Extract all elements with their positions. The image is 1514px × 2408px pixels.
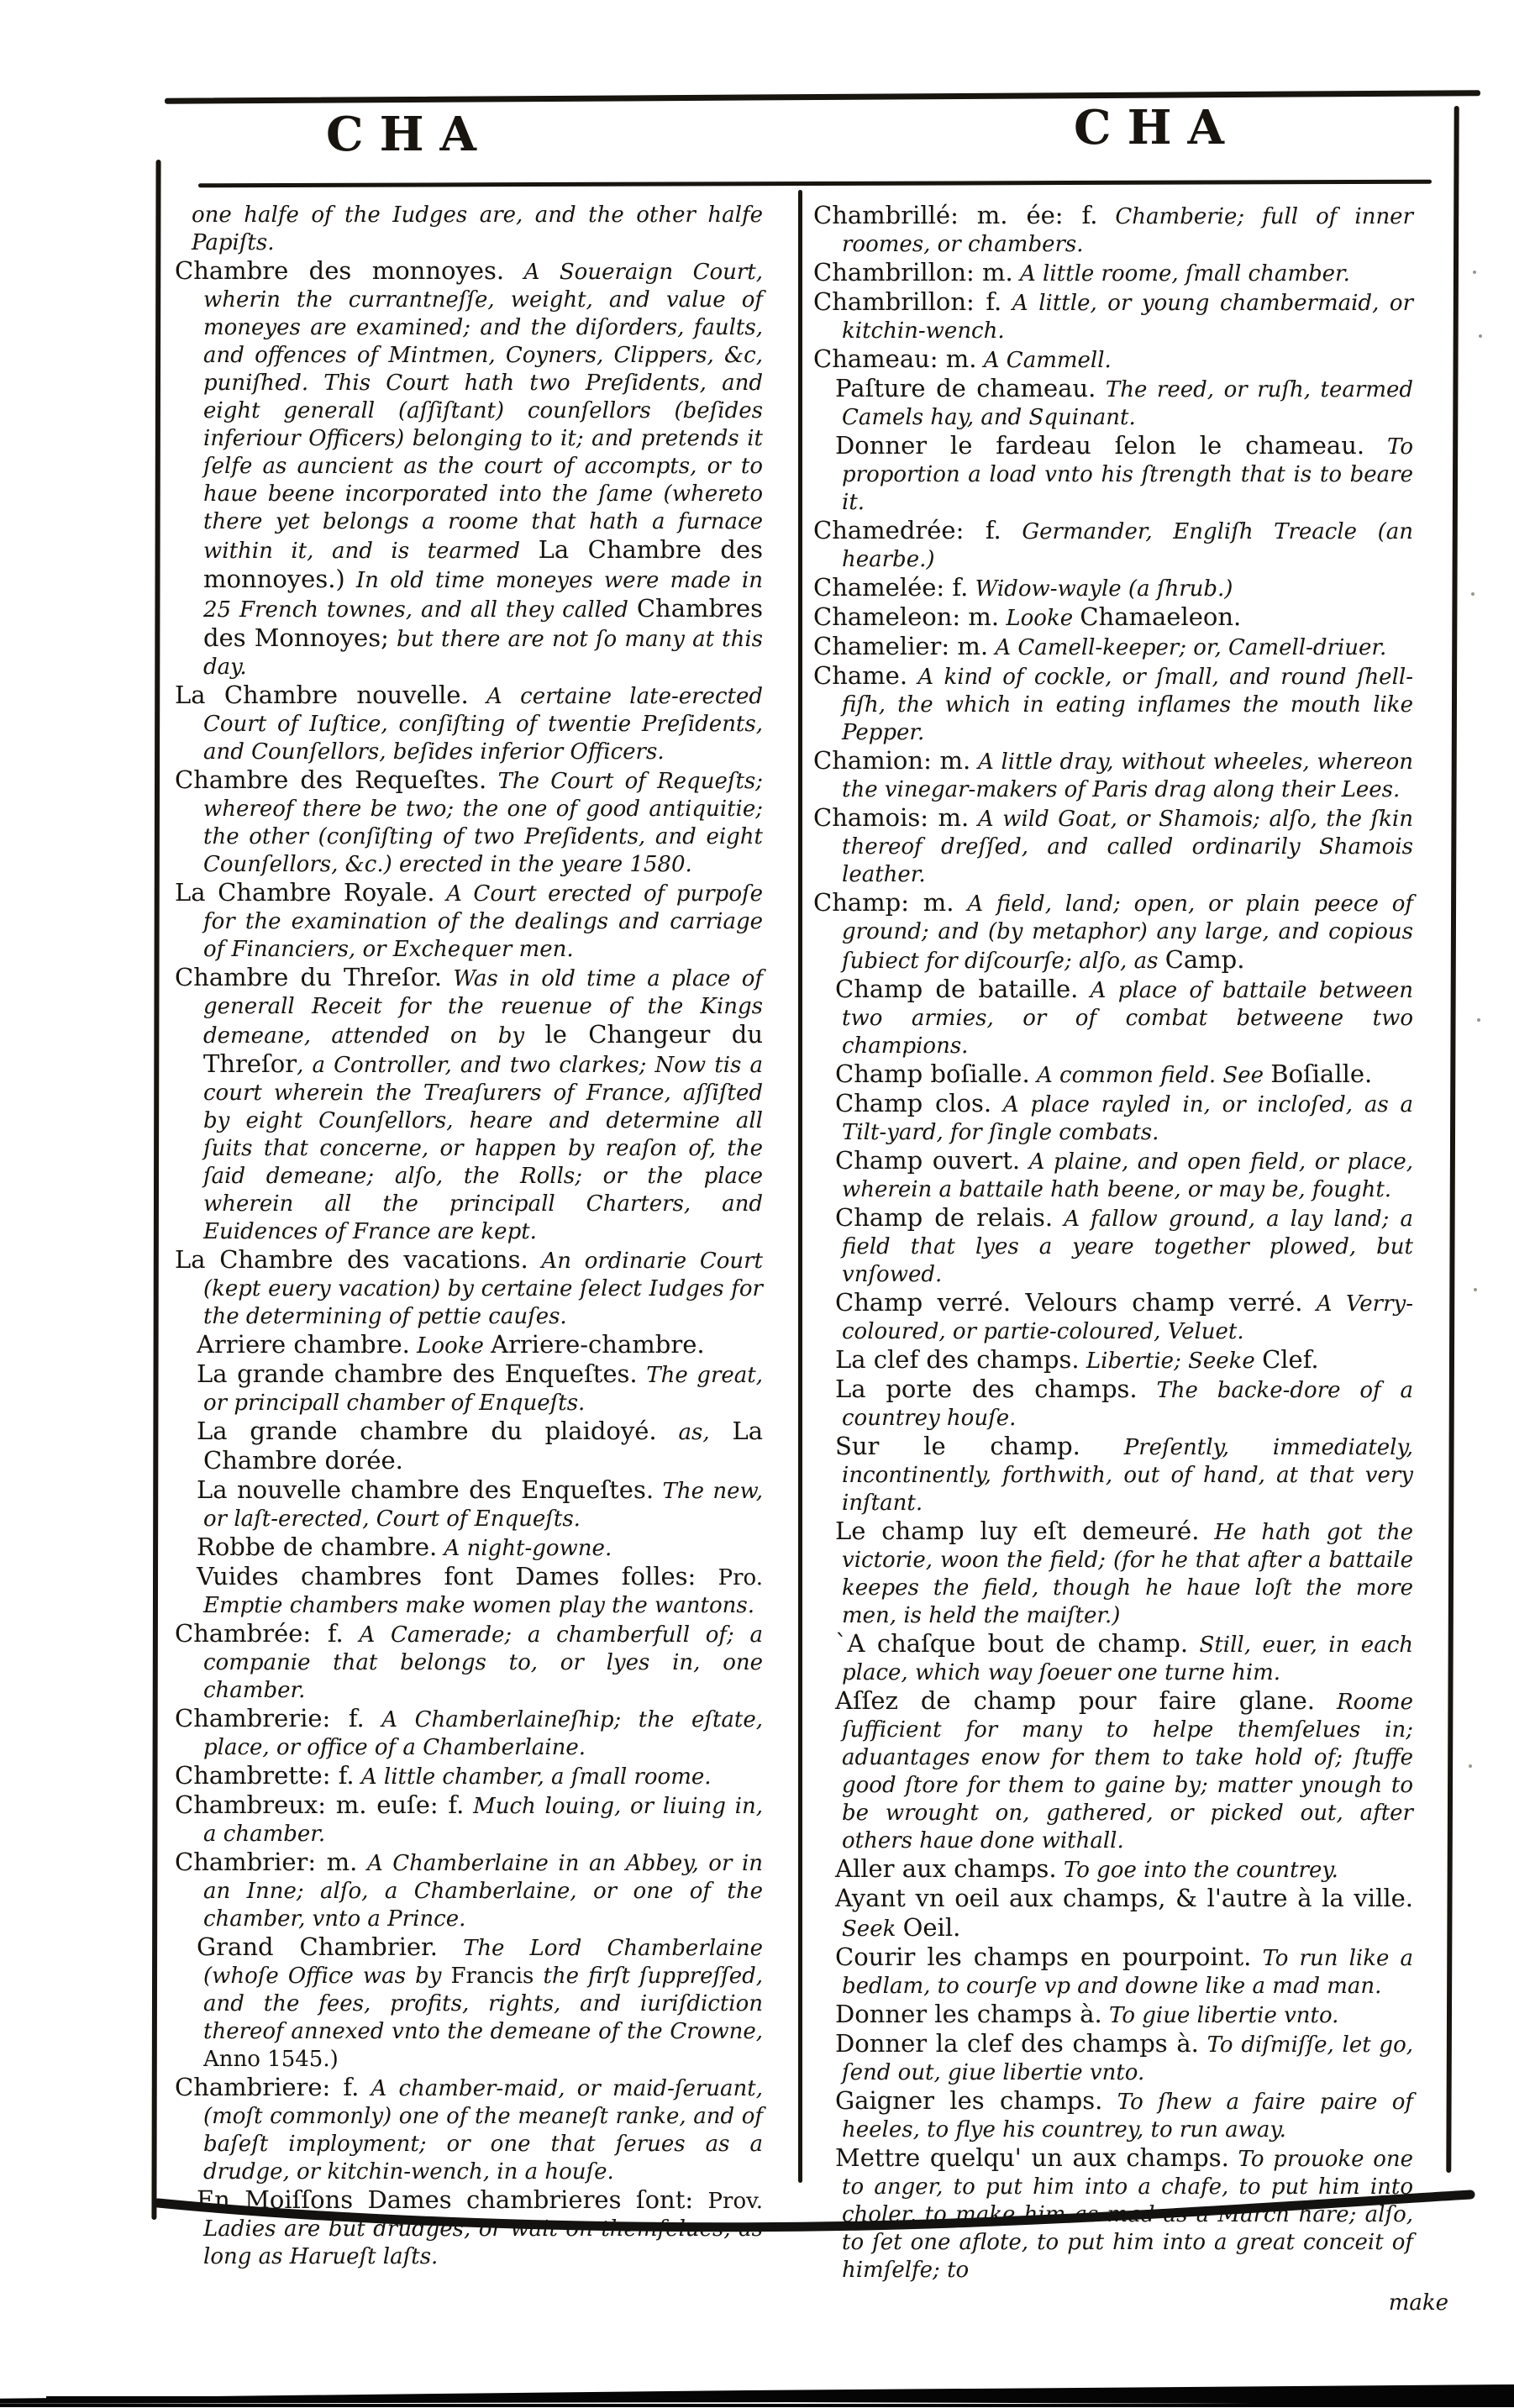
text-segment: Chamedrée: f.: [813, 516, 1001, 544]
dictionary-entry: [175, 1705, 763, 1762]
text-segment: La Chambre dorée.: [203, 1417, 764, 1475]
dictionary-entry: [813, 1346, 1413, 1375]
text-segment: Chambrette: f.: [175, 1761, 355, 1790]
text-segment: Sur le champ.: [835, 1432, 1080, 1460]
catchword: [813, 2290, 1448, 2317]
dictionary-entry: [175, 964, 763, 1246]
dictionary-entry: [175, 1331, 763, 1360]
paper-speck: [1479, 334, 1482, 338]
dictionary-entry: [813, 1855, 1413, 1885]
text-segment: The new, or laſt-erected, Court of Enqueſts.: [203, 1479, 763, 1532]
text-segment: A Verry-coloured, or partie-coloured, Veluet.: [842, 1291, 1414, 1344]
dictionary-entry: [175, 1791, 763, 1848]
text-segment: La Chambre nouvelle.: [175, 681, 469, 709]
text-segment: Francis: [450, 1964, 534, 1989]
text-segment: Aſſez de champ pour faire glane.: [835, 1686, 1315, 1715]
text-segment: Chambrillon: m.: [813, 258, 1013, 287]
text-segment: Chamberie; full of inner roomes, or chambers.: [842, 204, 1414, 257]
text-segment: Chambres des Monnoyes;: [203, 594, 763, 652]
dictionary-entry: [175, 879, 763, 964]
dictionary-entry: [813, 1147, 1413, 1204]
text-segment: En Moiſſons Dames chambrieres ſont:: [197, 2185, 708, 2214]
dictionary-entry: [813, 2001, 1413, 2030]
text-segment: La grande chambre du plaidoyé.: [197, 1417, 657, 1445]
text-segment: A chamber-maid, or maid-ſeruant, (moſt commonly) one of the meaneſt ranke, and of baſeſt imployment; or one that ſerues as a drudge, or kitchin-wench, in a houſe.: [203, 2076, 764, 2185]
text-segment: Oeil.: [902, 1913, 961, 1942]
paper-speck: [1469, 1764, 1472, 1768]
scan-artifact-smudge: [0, 2384, 1514, 2405]
text-segment: A little chamber, a ſmall roome.: [354, 1764, 712, 1790]
text-segment: A Camell-keeper; or, Camell-driuer.: [988, 635, 1387, 660]
text-segment: A Chamberlaineſhip; the eſtate, place, or office of a Chamberlaine.: [203, 1707, 764, 1760]
dictionary-entry: [813, 2087, 1413, 2144]
column-divider-rule: [798, 190, 802, 2183]
text-segment: Arriere chambre.: [197, 1330, 410, 1359]
text-segment: Prov.: [707, 2189, 763, 2214]
dictionary-entry: [813, 975, 1413, 1060]
text-segment: Le champ luy eſt demeuré.: [835, 1517, 1200, 1545]
text-segment: A little roome, ſmall chamber.: [1012, 261, 1350, 287]
text-segment: Chambrillé: m. ée: f.: [813, 201, 1098, 229]
text-segment: Chamion: m.: [813, 746, 971, 775]
text-segment: Donner le fardeau ſelon le chameau.: [835, 431, 1365, 460]
dictionary-entry: [813, 1204, 1413, 1289]
text-segment: The backe-dore of a countrey houſe.: [842, 1378, 1413, 1431]
dictionary-entry: [813, 1885, 1413, 1943]
dictionary-entry: [175, 1533, 763, 1563]
text-segment: Emptie chambers make women play the wantons.: [203, 1593, 754, 1618]
text-segment: Clef.: [1262, 1345, 1319, 1374]
text-segment: Boſialle.: [1270, 1059, 1373, 1088]
text-segment: He hath got the victorie, woon the field; (for he that after a battaile keepes the field, though he haue loſt the more men, is held the maiſter.): [842, 1520, 1413, 1628]
dictionary-entry: [175, 766, 763, 879]
dictionary-entry: [813, 1375, 1413, 1433]
text-segment: A plaine, and open field, or place, wherein a battaile hath beene, or may be, fought.: [842, 1149, 1414, 1202]
text-segment: A Court erected of purpoſe for the examination of the dealings and carriage of Financiers, or Exchequer men.: [203, 881, 763, 962]
text-segment: Donner la clef des champs à.: [835, 2029, 1199, 2058]
text-segment: To diſmiſſe, let go, ſend out, giue libertie vnto.: [842, 2032, 1413, 2085]
dictionary-entry: [175, 1620, 763, 1705]
text-segment: Chambreux: m. euſe: f.: [175, 1790, 465, 1819]
paper-speck: [1471, 592, 1475, 596]
text-segment: Gaigner les champs.: [835, 2086, 1103, 2115]
scan-artifact-line: [0, 2404, 1514, 2407]
text-segment: Chamaeleon.: [1080, 602, 1242, 631]
text-segment: Champ boſialle.: [835, 1059, 1030, 1088]
text-segment: The great, or principall chamber of Enqueſts.: [203, 1363, 763, 1416]
header-underline-rule: [198, 180, 1432, 188]
text-segment: A field, land; open, or plain peece of ground; and (by metaphor) any large, and copious ſubiect for diſcourſe; alſo, as: [842, 891, 1413, 974]
text-segment: , a Controller, and two clarkes; Now tis a court wherein the Treaſurers of France, aſſiſted by eight Counſellors, heare and determine all ſuits that concerne, or happen by reaſon of, the ſaid demeane; alſo, the Rolls; or the place wherein all the principall Charters, and Euidences of France are kept.: [203, 1053, 763, 1244]
dictionary-entry: [813, 1289, 1413, 1346]
text-segment: A night-gowne.: [437, 1536, 612, 1561]
text-segment: Was in old time a place of generall Receit for the reuenue of the Kings demeane, attended on by: [203, 966, 764, 1049]
text-segment: A wild Goat, or Shamois; alſo, the ſkin thereof dreſſed, and called ordinarily Shamois leather.: [842, 807, 1413, 887]
text-segment: A place rayled in, or incloſed, as a Tilt-yard, for ſingle combats.: [842, 1092, 1414, 1145]
dictionary-entry: [813, 345, 1413, 375]
text-segment: Champ de relais.: [835, 1203, 1054, 1232]
text-segment: Chameleon: m.: [813, 602, 1000, 631]
text-segment: A common field. See: [1029, 1063, 1271, 1088]
dictionary-entry: [813, 259, 1413, 288]
text-segment: Chamelée: f.: [813, 573, 969, 602]
text-segment: Roome ſufficient for many to helpe themſelues in; aduantages enow for them to take hold of; ſtuffe good ſtore for them to gaine by; matter ynough to be wrought on, gathered, or picked out, after others haue done withall.: [842, 1690, 1413, 1853]
text-segment: La nouvelle chambre des Enqueſtes.: [197, 1475, 654, 1504]
text-segment: A Camerade; a chamberfull of; a companie that belongs to, or lyes in, one chamber.: [203, 1622, 764, 1703]
dictionary-entry: [175, 202, 763, 257]
dictionary-entry: [175, 681, 763, 766]
dictionary-entry: [813, 633, 1413, 662]
text-segment: Seek: [842, 1916, 903, 1942]
dictionary-entry: [813, 1090, 1413, 1147]
text-segment: but there are not ſo many at this day.: [203, 627, 763, 680]
text-segment: To proportion a load vnto his ſtrength that is to beare it.: [842, 434, 1413, 515]
text-segment: A little dray, without wheeles, whereon the vinegar-makers of Paris drag along their Lees.: [842, 749, 1413, 802]
dictionary-entry: [813, 1060, 1413, 1090]
dictionary-entry: [813, 288, 1413, 345]
text-segment: Champ: m.: [813, 888, 954, 917]
text-segment: Libertie; Seeke: [1079, 1349, 1263, 1374]
dictionary-entry: [813, 1687, 1413, 1855]
dictionary-column-left: [175, 202, 763, 2271]
text-segment: Chamelier: m.: [813, 632, 989, 660]
text-segment: Robbe de chambre.: [197, 1533, 438, 1561]
dictionary-entry: [175, 2074, 763, 2186]
text-segment: Champ clos.: [835, 1089, 992, 1117]
text-segment: A fallow ground, a lay land; a field that lyes a yeare together plowed, but vnſowed.: [842, 1207, 1413, 1287]
text-segment: A Chamberlaine in an Abbey, or in an Inne; alſo, a Chamberlaine, or one of the chamber, vnto a Prince.: [203, 1851, 763, 1932]
text-segment: A Cammell.: [976, 348, 1112, 373]
text-segment: Chambrier: m.: [175, 1848, 358, 1876]
text-segment: Chambrillon: f.: [813, 287, 1002, 316]
text-segment: To goe into the countrey.: [1056, 1858, 1338, 1883]
text-segment: one halfe of the Iudges are, and the other halfe Papiſts.: [192, 202, 763, 255]
dictionary-entry: [813, 1433, 1413, 1517]
text-segment: Preſently, immediately, incontinently, forthwith, out of hand, at that very inſtant.: [842, 1435, 1413, 1516]
text-segment: Champ verré. Velours champ verré.: [835, 1288, 1303, 1317]
scan-artifact-line-short: [46, 2396, 466, 2400]
text-segment: A place of battaile between two armies, or of combat betweene two champions.: [842, 978, 1413, 1059]
text-segment: La Chambre Royale.: [175, 878, 435, 907]
dictionary-entry: [175, 257, 763, 681]
text-segment: La grande chambre des Enqueſtes.: [197, 1359, 638, 1388]
running-header-right: CHA: [1074, 100, 1240, 155]
dictionary-entry: [175, 1848, 763, 1933]
dictionary-entry: [813, 804, 1413, 889]
text-segment: Pro.: [718, 1565, 763, 1590]
dictionary-entry: [175, 1246, 763, 1331]
dictionary-entry: [813, 747, 1413, 804]
dictionary-entry: [813, 375, 1413, 432]
dictionary-entry: [813, 202, 1413, 259]
text-segment: Aller aux champs.: [835, 1854, 1057, 1883]
text-segment: Champ de bataille.: [835, 975, 1079, 1003]
dictionary-entry: [813, 1517, 1413, 1630]
text-segment: `A chaſque bout de champ.: [835, 1629, 1189, 1658]
text-segment: Widow-wayle (a ſhrub.): [968, 576, 1233, 602]
text-segment: Ayant vn oeil aux champs, & l'autre à la ville.: [835, 1884, 1413, 1912]
text-segment: La porte des champs.: [835, 1375, 1138, 1403]
text-segment: The Court of Requeſts; whereof there be two; the one of good antiquitie; the other (conſiſting of two Preſidents, and eight Counſellors, &c.) erected in the yeare 1580.: [203, 769, 763, 877]
text-segment: the firſt ſuppreſſed, and the fees, profits, rights, and iuriſdiction thereof annexed vnto the demeane of the Crowne,: [203, 1964, 764, 2044]
text-segment: Germander, Engliſh Treacle (an hearbe.): [842, 519, 1413, 572]
text-segment: In old time moneyes were made in 25 French townes, and all they called: [203, 568, 763, 623]
dictionary-entry: [813, 574, 1413, 603]
text-segment: Ladies are but drudges, or wait on themſelues, as long as Harueſt laſts.: [203, 2216, 763, 2269]
text-segment: Chambre des Requeſtes.: [175, 765, 487, 794]
text-segment: Much louing, or liuing in, a chamber.: [203, 1794, 764, 1847]
left-frame-border: [151, 160, 160, 2220]
text-segment: A little, or young chambermaid, or kitchin-wench.: [842, 291, 1413, 344]
paper-speck: [1477, 1018, 1480, 1022]
text-segment: Vuides chambres font Dames folles:: [197, 1562, 718, 1590]
dictionary-entry: [813, 662, 1413, 747]
text-segment: To prouoke one to anger, to put him into a chafe, to put him into choler, to make him as mad as a March hare; alſo, to ſet one aflote, to put him into a great conceit of himſelfe; to: [842, 2147, 1413, 2283]
dictionary-entry: [813, 603, 1413, 633]
dictionary-entry: [813, 432, 1413, 517]
text-segment: A kind of cockle, or ſmall, and round ſhell-fiſh, the which in eating inflames the mouth like Pepper.: [842, 665, 1413, 745]
text-segment: Arriere-chambre.: [491, 1330, 705, 1359]
text-segment: Chame.: [813, 661, 908, 690]
text-segment: Still, euer, in each place, which way ſoeuer one turne him.: [842, 1632, 1413, 1685]
text-segment: Donner les champs à.: [835, 2000, 1102, 2028]
text-segment: Chamois: m.: [813, 803, 970, 832]
text-segment: Chambre du Threſor.: [175, 963, 443, 991]
text-segment: as,: [656, 1420, 710, 1445]
text-segment: Chambrerie: f.: [175, 1704, 365, 1732]
text-segment: A certaine late-erected Court of Iuſtice, conſiſting of twentie Preſidents, and Counſellors, beſides inferior Officers.: [203, 684, 763, 765]
text-segment: Courir les champs en pourpoint.: [835, 1943, 1252, 1971]
text-segment: To run like a bedlam, to courſe vp and downe like a mad man.: [842, 1946, 1413, 1999]
dictionary-entry: [175, 1417, 763, 1476]
text-segment: Chambre des monnoyes.: [175, 256, 505, 285]
text-segment: Chambriere: f.: [175, 2073, 360, 2101]
dictionary-entry: [175, 1762, 763, 1791]
bottom-frame-rule: [155, 2185, 1483, 2243]
dictionary-entry: [175, 1360, 763, 1417]
text-segment: Camp.: [1164, 945, 1245, 974]
right-frame-border: [1446, 106, 1459, 2173]
top-frame-rule: [165, 90, 1480, 104]
text-segment: La Chambre des monnoyes.): [203, 535, 763, 593]
text-segment: Chambrée: f.: [175, 1619, 344, 1648]
dictionary-entry: [175, 1476, 763, 1533]
text-segment: le Changeur du Threſor: [203, 1020, 764, 1078]
text-segment: Paſture de chameau.: [835, 374, 1096, 402]
dictionary-entry: [813, 1630, 1413, 1687]
text-segment: Anno 1545.): [203, 2047, 339, 2072]
dictionary-entry: [813, 2030, 1413, 2087]
text-segment: An ordinarie Court (kept euery vacation) by certaine ſelect Iudges for the determining of pettie cauſes.: [203, 1249, 763, 1329]
text-segment: La Chambre des vacations.: [175, 1245, 528, 1274]
running-header-left: CHA: [326, 107, 492, 162]
dictionary-entry: [813, 517, 1413, 574]
text-segment: Chameau: m.: [813, 344, 977, 373]
text-segment: make: [1388, 2290, 1448, 2316]
text-segment: Champ ouvert.: [835, 1146, 1021, 1175]
text-segment: Looke: [999, 606, 1080, 631]
text-segment: To giue libertie vnto.: [1101, 2003, 1339, 2028]
dictionary-entry: [813, 1943, 1413, 2001]
dictionary-entry: [175, 1933, 763, 2074]
paper-speck: [1474, 1288, 1477, 1291]
text-segment: A Soueraign Court, wherin the currantneſſe, weight, and value of moneyes are examined; and the diſorders, faults, and offences of Mintmen, Coyners, Clippers, &c, puniſhed. This Court hath two Preſidents, and eight generall (aſſiſtant) counſellors (beſides inferiour Officers) belonging to it; and pretends it ſelfe as auncient as the court of accompts, or to haue beene incorporated into the ſame (whereto there yet belongs a roome that hath a furnace within it, and is tearmed: [203, 260, 764, 564]
paper-speck: [1473, 271, 1476, 274]
text-segment: To ſhew a faire paire of heeles, to flye his countrey, to run away.: [842, 2090, 1413, 2142]
text-segment: La clef des champs.: [835, 1345, 1080, 1374]
text-segment: Looke: [409, 1333, 492, 1359]
text-segment: The Lord Chamberlaine (whoſe Office was by: [203, 1936, 763, 1989]
text-segment: Grand Chambrier.: [197, 1932, 438, 1961]
dictionary-entry: [175, 1563, 763, 1620]
text-segment: The reed, or ruſh, tearmed Camels hay, and Squinant.: [842, 377, 1414, 430]
dictionary-entry: [813, 889, 1413, 975]
text-segment: Mettre quelqu' un aux champs.: [835, 2143, 1229, 2172]
dictionary-column-right: [813, 201, 1448, 2317]
